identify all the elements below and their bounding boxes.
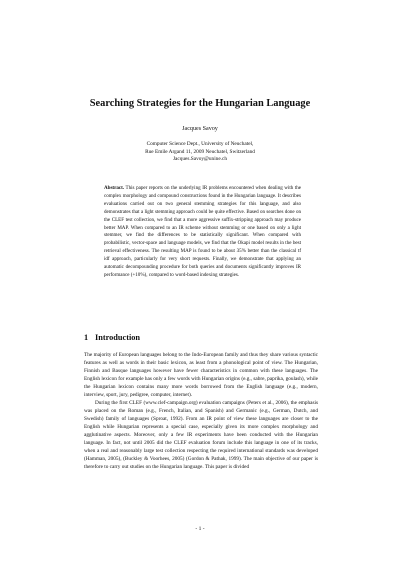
body-paragraph: The majority of European languages belong to the Indo-European family and thus they share various syntactic features as well as words in their basic lexicon, as least from a phonological point of view. The Hungarian, Finnish and Basque languages however have fewer characteristics in common with these languages. The English lexicon for example has only a few words with Hungarian origins (e.g., sabre, paprika, goulash), while the Hungarian lexicon contains many more words borrowed from the English language (e.g., modern, interview, sport, jury, pedigree, computer, internet). [84,352,318,399]
section-heading [84,333,140,343]
abstract [104,185,301,280]
section-title: Introduction [95,333,141,342]
paper-title: Searching Strategies for the Hungarian Language [89,98,311,109]
section-number: 1 [84,333,89,342]
affiliation-line: Computer Science Dept., University of Neuchatel, [146,141,254,147]
author-affiliation [0,141,400,164]
abstract-label: Abstract. [104,185,125,191]
author-name: Jacques Savoy [182,126,218,132]
affiliation-line: Rue Emile Argand 11, 2009 Neuchatel, Switzerland [145,148,255,155]
author-email[interactable]: Jacques.Savoy@unine.ch [172,156,227,163]
abstract-text: This paper reports on the underlying IR problems encountered when dealing with the complex morphology and compound constructions found in the Hungarian language. It describes evaluations carried out on two general stemming strategies for this language, and also demonstrates that a light stemming approach could be quite effective. Based on searches done on the CLEF test collection, we find that a more aggressive suffix-stripping approach may produce better MAP. When compared to an IR scheme without stemming or one based on only a light stemmer, we find the differences to be statistically significant. When compared with probabilistic, vector-space and language models, we find that the Okapi model results in the best retrieval effectiveness. The resulting MAP is found to be about 35% better than the classical tf idf approach, particularly for very short requests. Finally, we demonstrate that applying an automatic decompounding procedure for both queries and documents significantly improves IR performance (+10%), compared to word-based indexing strategies. [104,185,302,278]
page-number: - 1 - [195,526,205,532]
body-paragraph: During the first CLEF (www.clef-campaign.org) evaluation campaigns (Peters et al., 2006), the emphasis was placed on the Roman (e.g., French, Italian, and Spanish) and Germanic (e.g., German, Dutch, and Swedish) family of languages (Sproat, 1992). From an IR point of view these languages are closer to the English while Hungarian represents a special case, especially given its more complex morphology and agglutinative aspects. Moreover, only a few IR experiments have been conducted with the Hungarian language. In fact, not until 2005 did the CLEF evaluation forum include this language in one of its tracks, when a real and reasonably large test collection respecting the required international standards was developed (Hamman, 2005), (Buckley & Voorhees, 2005) (Gordon & Pathak, 1999). The main objective of our paper is therefore to carry out studies on the Hungarian language. This paper is divided [84,400,318,471]
section-body [84,351,318,471]
